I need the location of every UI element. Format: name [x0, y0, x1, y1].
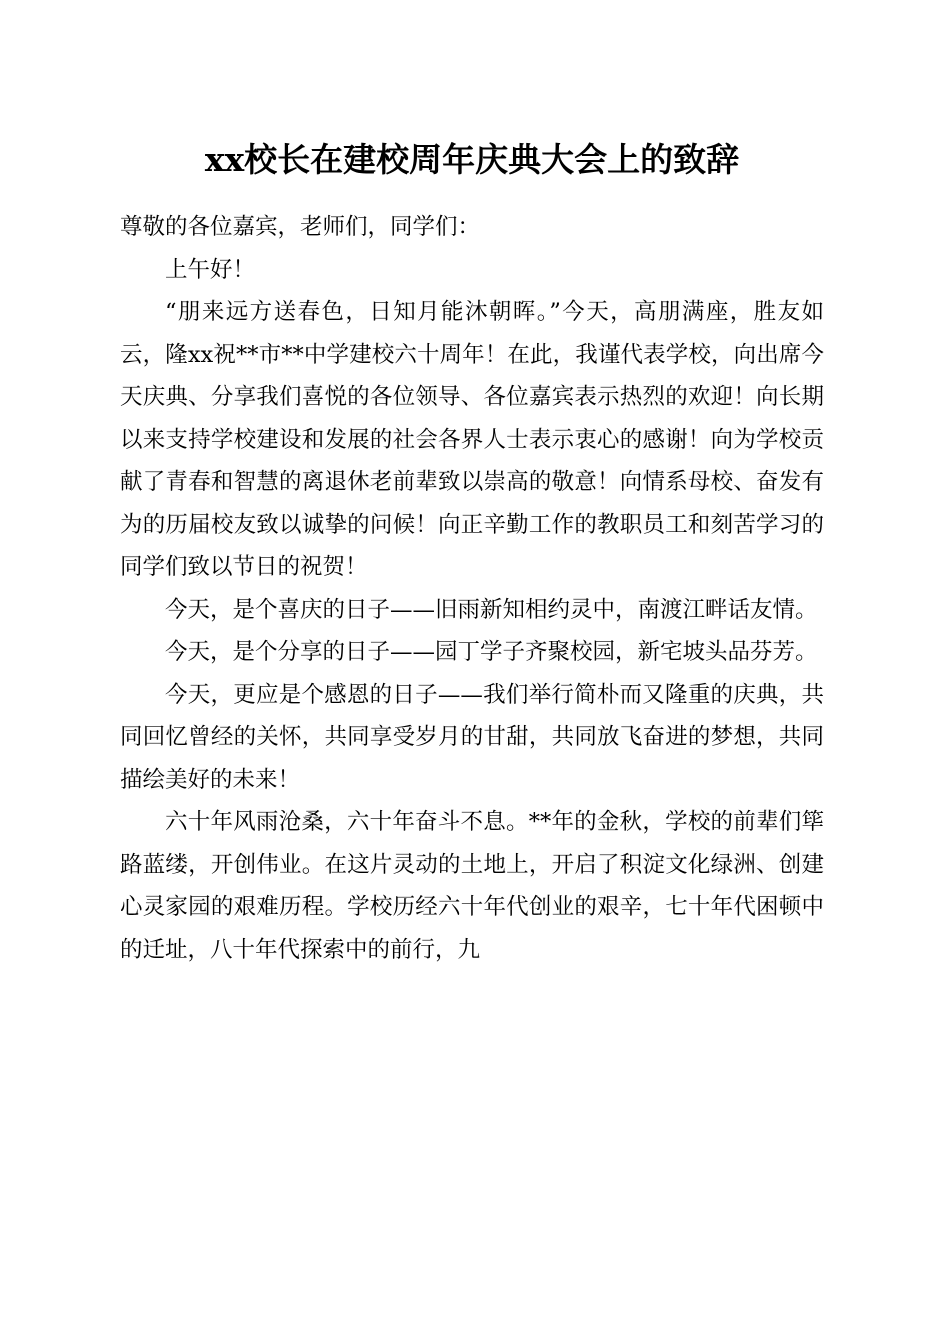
paragraph: 今天，是个喜庆的日子——旧雨新知相约灵中，南渡江畔话友情。 [165, 596, 818, 623]
paragraph: 今天，更应是个感恩的日子——我们举行简朴而又隆重的庆典，共同回忆曾经的关怀，共同享受岁月的甘甜，共同放飞奋进的梦想，共同描绘美好的未来！ [120, 681, 824, 793]
document-title: xx校长在建校周年庆典大会上的致辞 [204, 140, 740, 179]
paragraph: “朋来远方送春色，日知月能沐朝晖。”今天，高朋满座，胜友如云，隆xx祝**市**中学建校六十周年！在此，我谨代表学校，向出席今天庆典、分享我们喜悦的各位领导、各位嘉宾表示热烈的欢迎！向长期以来支持学校建设和发展的社会各界人士表示衷心的感谢！向为学校贡献了青春和智慧的离退休老前辈致以崇高的敬意！向情系母校、奋发有为的历届校友致以诚挚的问候！向正辛勤工作的教职员工和刻苦学习的同学们致以节日的祝贺！ [120, 299, 824, 580]
paragraph: 今天，是个分享的日子——园丁学子齐聚校园，新宅坡头品芬芳。 [165, 639, 818, 665]
paragraph: 六十年风雨沧桑，六十年奋斗不息。**年的金秋，学校的前辈们筚路蓝缕，开创伟业。在这片灵动的土地上，开启了积淀文化绿洲、创建心灵家园的艰难历程。学校历经六十年代创业的艰辛，七十年代困顿中的迁址，八十年代探索中的前行，九 [120, 809, 824, 963]
document-body [120, 206, 824, 971]
greeting: 上午好！ [165, 256, 256, 283]
salutation: 尊敬的各位嘉宾，老师们，同学们： [120, 214, 481, 240]
